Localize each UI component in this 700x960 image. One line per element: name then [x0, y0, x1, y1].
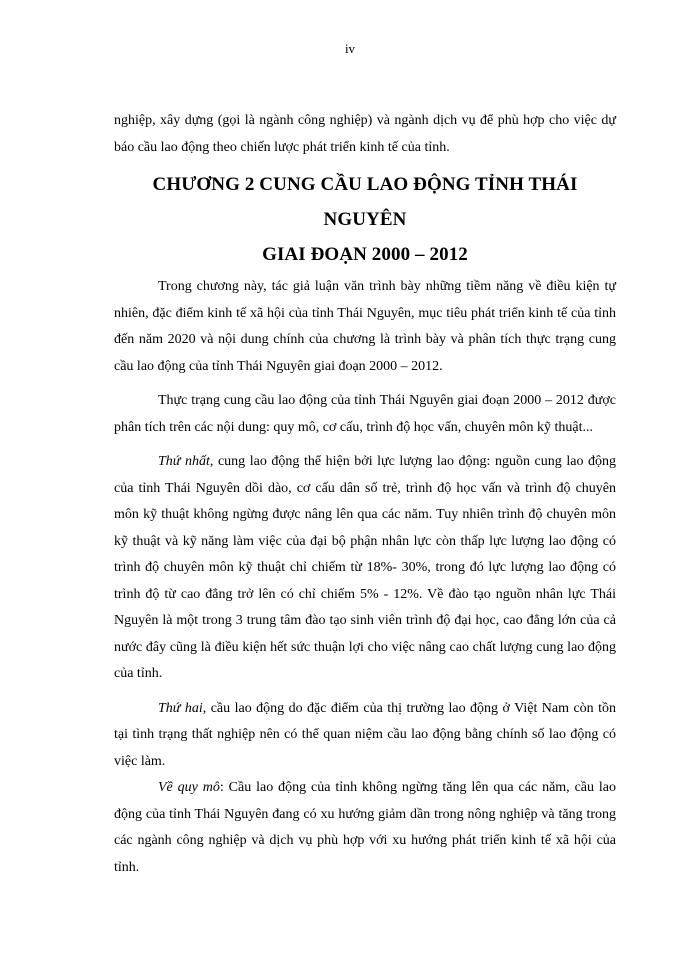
- paragraph-analysis-scope: Thực trạng cung cầu lao động của tỉnh Thái Nguyên giai đoạn 2000 – 2012 được phân tích trên các nội dung: quy mô, cơ cấu, trình độ học vấn, chuyên môn kỹ thuật...: [114, 393, 616, 435]
- chapter-title-line-2: GIAI ĐOẠN 2000 – 2012: [262, 244, 468, 265]
- paragraph-demand-scale-body: : Cầu lao động của tỉnh không ngừng tăng lên qua các năm, cầu lao động của tỉnh Thái Nguyên đang có xu hướng giảm dần trong nông nghiệp và tăng trong các ngành công nghiệp và dịch vụ phù hợp với xu hướng phát triển kinh tế xã hội của tỉnh.: [114, 780, 616, 875]
- paragraph-labor-demand: [114, 696, 616, 776]
- chapter-title: [114, 167, 616, 272]
- paragraph-labor-supply: [114, 449, 616, 688]
- page-number: iv: [344, 41, 356, 56]
- paragraph-labor-supply-lead: Thứ nhất: [158, 454, 210, 469]
- intro-continuation-paragraph: nghiệp, xây dựng (gọi là ngành công nghiệp) và ngành dịch vụ để phù hợp cho việc dự báo cầu lao động theo chiến lược phát triển kinh tế của tỉnh.: [114, 113, 616, 155]
- chapter-title-line-1: CHƯƠNG 2 CUNG CẦU LAO ĐỘNG TỈNH THÁI NGUYÊN: [152, 174, 578, 230]
- paragraph-chapter-overview: Trong chương này, tác giả luận văn trình bày những tiềm năng về điều kiện tự nhiên, đặc điểm kinh tế xã hội của tỉnh Thái Nguyên, mục tiêu phát triển kinh tế của tỉnh đến năm 2020 và nội dung chính của chương là trình bày và phân tích thực trạng cung cầu lao động của tỉnh Thái Nguyên giai đoạn 2000 – 2012.: [114, 279, 616, 374]
- page-body: [114, 108, 616, 881]
- paragraph-labor-supply-body: , cung lao động thể hiện bởi lực lượng lao động: nguồn cung lao động của tỉnh Thái Nguyên dồi dào, cơ cấu dân số trẻ, trình độ học vấn và trình độ chuyên môn kỹ thuật không ngừng được nâng lên qua các năm. Tuy nhiên trình độ chuyên môn kỹ thuật và kỹ năng làm việc của đại bộ phận nhân lực còn thấp lực lượng lao động có trình độ chuyên môn kỹ thuật chỉ chiếm từ 18%- 30%, trong đó lực lượng lao động có trình độ từ cao đẳng trở lên có chỉ chiếm 5% - 12%. Về đào tạo nguồn nhân lực Thái Nguyên là một trong 3 trung tâm đào tạo sinh viên trình độ đại học, cao đẳng lớn của cả nước đây cũng là điều kiện hết sức thuận lợi cho việc nâng cao chất lượng cung lao động của tỉnh.: [114, 454, 617, 681]
- paragraph-labor-demand-lead: Thứ hai: [158, 700, 203, 716]
- paragraph-labor-demand-body: , cầu lao động do đặc điểm của thị trường lao động ở Việt Nam còn tồn tại tình trạng thất nghiệp nên có thể quan niệm cầu lao động bằng chính số lao động có việc làm.: [114, 700, 616, 769]
- paragraph-demand-scale: [114, 775, 616, 881]
- paragraph-demand-scale-lead: Về quy mô: [158, 780, 220, 795]
